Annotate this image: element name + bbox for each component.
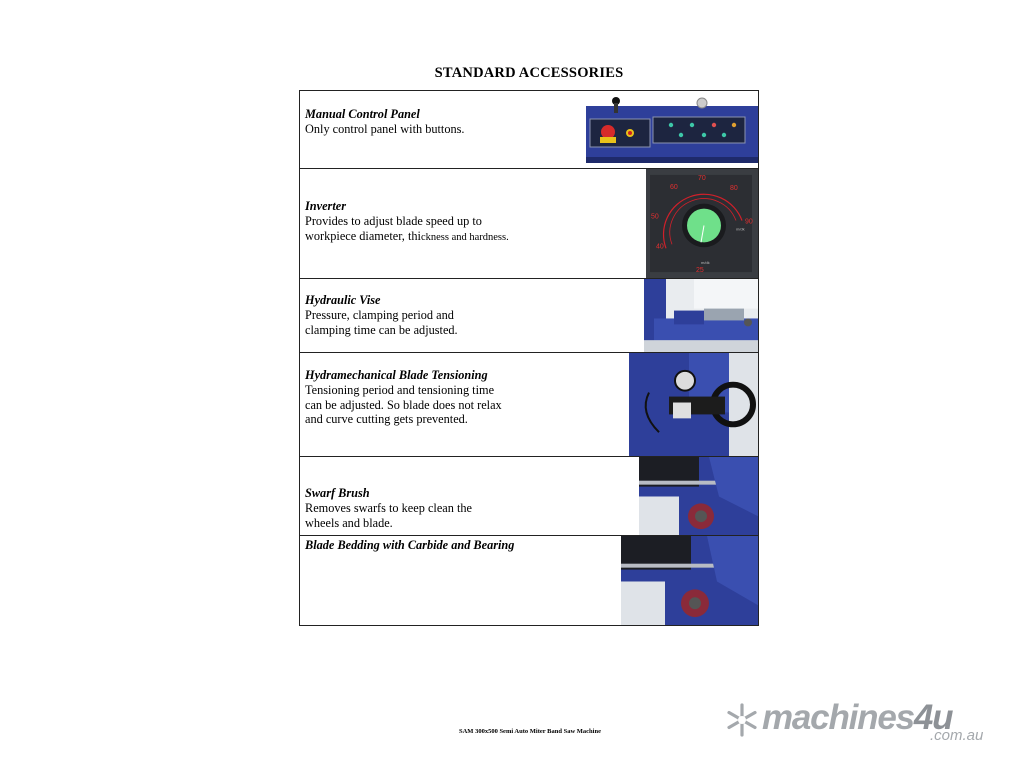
accessory-description: Tensioning period and tensioning time [305, 382, 495, 397]
inverter-dial-photo [646, 169, 758, 278]
accessory-description: can be adjusted. So blade does not relax [305, 397, 502, 412]
dial-mark: 25 [696, 267, 704, 275]
accessory-row [300, 352, 758, 456]
accessory-heading: Inverter [305, 199, 346, 213]
accessory-description: Removes swarfs to keep clean the [305, 500, 472, 515]
snowflake-logo-icon [724, 702, 760, 738]
accessories-table [299, 90, 759, 626]
accessory-row [300, 456, 758, 535]
dial-mark: 70 [698, 174, 706, 182]
control-panel-photo [586, 91, 758, 168]
page-title: STANDARD ACCESSORIES [434, 65, 624, 81]
dial-mark: 40 [656, 243, 664, 251]
dial-mark: 60 [670, 183, 678, 191]
accessory-heading: Swarf Brush [305, 486, 370, 500]
swarf-brush-photo [639, 457, 758, 535]
dial-unit-label: m/dk [736, 226, 745, 232]
dial-unit-label: m/dk [701, 260, 710, 266]
accessory-description: workpiece diameter, thickness and hardness. [305, 228, 509, 243]
accessory-description: Pressure, clamping period and [305, 307, 454, 322]
accessory-description: clamping time can be adjusted. [305, 322, 458, 337]
accessory-row [300, 278, 758, 352]
logo-domain: .com.au [930, 727, 984, 744]
accessory-description: Only control panel with buttons. [305, 121, 465, 136]
logo-wordmark: machines4u [762, 698, 953, 737]
accessory-row [300, 91, 758, 168]
accessory-description: Provides to adjust blade speed up to [305, 213, 482, 228]
accessory-heading: Manual Control Panel [305, 107, 420, 121]
accessory-description: wheels and blade. [305, 515, 393, 530]
blade-tensioning-photo [629, 353, 758, 456]
accessory-heading: Blade Bedding with Carbide and Bearing [305, 538, 515, 552]
machines4u-logo[interactable] [724, 700, 994, 744]
accessory-description: and curve cutting gets prevented. [305, 412, 468, 427]
hydraulic-vise-photo [644, 279, 758, 352]
accessory-row [300, 535, 758, 625]
accessory-heading: Hydraulic Vise [305, 293, 381, 307]
accessory-heading: Hydramechanical Blade Tensioning [305, 368, 488, 382]
blade-bedding-photo [621, 536, 758, 625]
dial-mark: 90 [745, 218, 753, 226]
dial-mark: 50 [651, 213, 659, 221]
dial-mark: 80 [730, 184, 738, 192]
accessory-row [300, 168, 758, 278]
document-footer: SAM 300x500 Semi Auto Miter Band Saw Machine [459, 728, 601, 735]
